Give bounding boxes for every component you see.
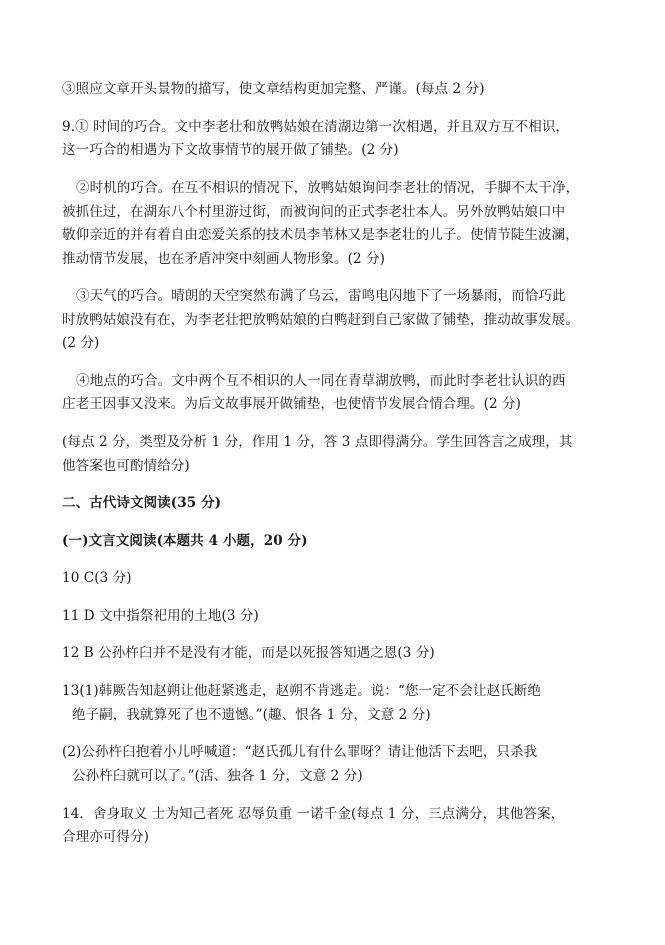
text-line: 推动情节发展，也在矛盾冲突中刻画人物形象。(2 分): [62, 251, 386, 267]
text-line: ④地点的巧合。文中两个互不相识的人一同在青草湖放鸭，而此时李老壮认识的西: [76, 373, 566, 389]
text-line: 时放鸭姑娘没有在，为李老壮把放鸭姑娘的白鸭赶到自己家做了铺垫，推动故事发展。: [62, 312, 579, 328]
text-line: 合理亦可得分): [62, 829, 149, 845]
text-line: (2)公孙杵臼抱着小儿呼喊道：“赵氏孤儿有什么罪呀？请让他活下去吧，只杀我: [62, 744, 538, 760]
text-line: 11 D 文中指祭祀用的土地(3 分): [62, 608, 259, 624]
text-line: 12 B 公孙杵臼并不是没有才能，而是以死报答知遇之恩(3 分): [62, 645, 435, 661]
text-line: (2 分): [62, 335, 100, 351]
text-line: ③天气的巧合。晴朗的天空突然布满了乌云，雷鸣电闪地下了一场暴雨，而恰巧此: [76, 288, 566, 304]
text-line: 这一巧合的相遇为下文故事情节的展开做了铺垫。(2 分): [62, 142, 399, 158]
text-line: 14．舍身取义 士为知己者死 忍辱负重 一诺千金(每点 1 分，三点满分，其他答案，: [62, 806, 565, 822]
text-line: 公孙杵臼就可以了。”(活、独各 1 分，文意 2 分): [72, 768, 363, 784]
text-line: 被抓住过，在湖东八个村里游过街，而被询问的正式李老壮本人。另外放鸭姑娘口中: [62, 204, 566, 220]
text-line: 9.① 时间的巧合。文中李老壮和放鸭姑娘在清湖边第一次相遇，并且双方互不相识，: [62, 119, 570, 135]
section-heading: 二、古代诗文阅读(35 分): [62, 495, 222, 511]
text-line: 10 C(3 分): [62, 570, 132, 586]
text-line: ③照应文章开头景物的描写，使文章结构更加完整、严谨。(每点 2 分): [62, 81, 485, 97]
text-line: 他答案也可酌情给分): [62, 458, 190, 474]
text-line: 绝子嗣，我就算死了也不遗憾。”(趣、恨各 1 分，文意 2 分): [72, 707, 431, 723]
text-line: (每点 2 分，类型及分析 1 分，作用 1 分，答 3 点即得满分。学生回答言之成理，其: [62, 434, 573, 450]
text-line: 敬仰亲近的并有着自由恋爱关系的技术员李苇林又是李老壮的儿子。使情节陡生波澜，: [62, 227, 579, 243]
text-line: 13(1)韩厥告知赵朔让他赶紧逃走，赵朔不肯逃走。说：“您一定不会让赵氏断绝: [62, 683, 542, 699]
text-line: 庄老王因事又没来。为后文故事展开做铺垫，也使情节发展合情合理。(2 分): [62, 396, 522, 412]
subsection-heading: (一)文言文阅读(本题共 4 小题，20 分): [62, 533, 308, 549]
text-line: ②时机的巧合。在互不相识的情况下，放鸭姑娘询问李老壮的情况，手脚不太干净，: [76, 180, 580, 196]
